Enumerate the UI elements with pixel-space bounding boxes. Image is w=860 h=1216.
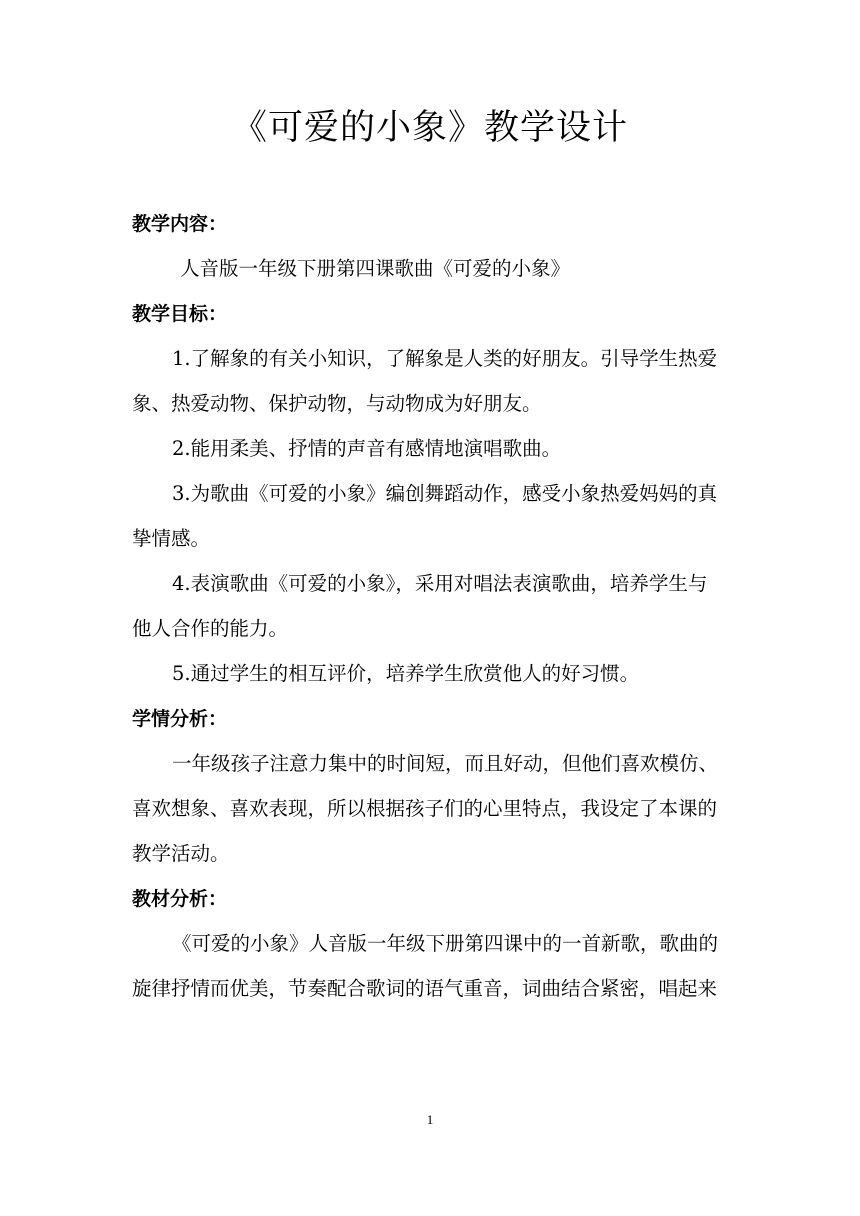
goal-item-1-line-2: 象、热爱动物、保护动物，与动物成为好朋友。: [132, 392, 542, 415]
heading-teaching-goals: 教学目标：: [132, 303, 228, 325]
goal-item-5: [132, 662, 732, 686]
heading-learner-analysis: 学情分析：: [132, 708, 228, 730]
heading-teaching-content: 教学内容：: [132, 213, 228, 235]
learner-analysis-line-2: 喜欢想象、喜欢表现，所以根据孩子们的心里特点，我设定了本课的: [132, 797, 718, 820]
material-analysis-line-2: 旋律抒情而优美，节奏配合歌词的语气重音，词曲结合紧密，唱起来: [132, 977, 718, 1000]
learner-analysis-paragraph: [132, 752, 732, 866]
document-title: 《可爱的小象》教学设计: [231, 108, 628, 148]
goal-item-1-line-1: 1.了解象的有关小知识，了解象是人类的好朋友。引导学生热爱: [172, 347, 718, 370]
material-analysis-line-1: 《可爱的小象》人音版一年级下册第四课中的一首新歌，歌曲的: [172, 932, 719, 955]
goal-item-3-line-1: 3.为歌曲《可爱的小象》编创舞蹈动作，感受小象热爱妈妈的真: [172, 482, 718, 505]
heading-material-analysis: 教材分析：: [132, 888, 228, 910]
material-analysis-paragraph: [132, 932, 732, 1001]
learner-analysis-line-3: 教学活动。: [132, 842, 230, 865]
goal-item-3: [132, 482, 732, 551]
goal-item-2-line-1: 2.能用柔美、抒情的声音有感情地演唱歌曲。: [172, 437, 562, 460]
goal-item-3-line-2: 挚情感。: [132, 527, 211, 550]
teaching-content-paragraph: [132, 257, 732, 281]
learner-analysis-line-1: 一年级孩子注意力集中的时间短，而且好动，但他们喜欢模仿、: [172, 752, 719, 775]
goal-item-4-line-2: 他人合作的能力。: [132, 617, 289, 640]
goal-item-5-line-1: 5.通过学生的相互评价，培养学生欣赏他人的好习惯。: [172, 662, 640, 685]
goal-item-1: [132, 347, 732, 416]
goal-item-4-line-1: 4.表演歌曲《可爱的小象》，采用对唱法表演歌曲，培养学生与: [172, 572, 708, 595]
page-number: 1: [426, 1112, 434, 1127]
goal-item-4: [132, 572, 732, 641]
document-body: [132, 212, 732, 1022]
goal-item-2: [132, 437, 732, 461]
teaching-content-text: 人音版一年级下册第四课歌曲《可爱的小象》: [180, 257, 571, 280]
